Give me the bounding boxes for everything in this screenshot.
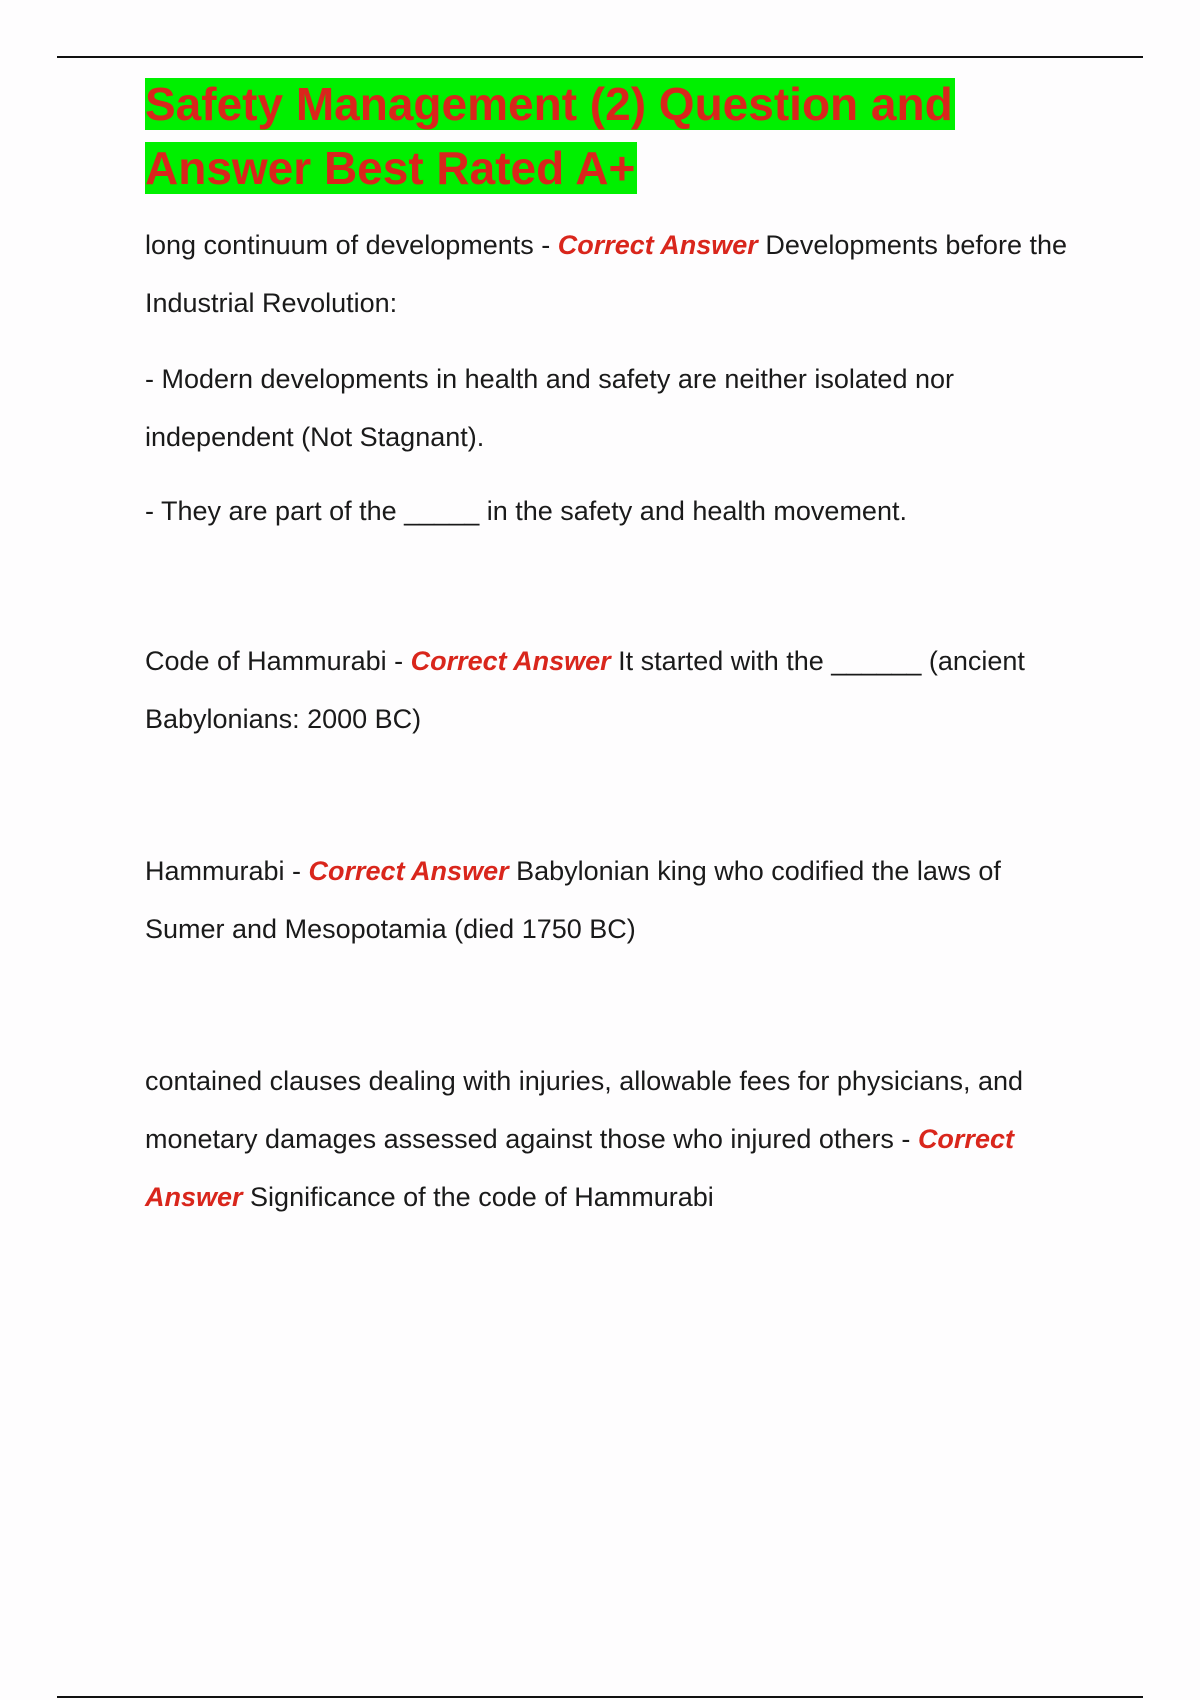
title-line-1: Safety Management (2) Question and [145,78,953,130]
qa-answer: Developments before the Industrial Revolution: [145,230,1067,318]
qa-item-1 [145,216,1085,332]
qa-item-1-note-2: - They are part of the _____ in the safety and health movement. [145,496,907,526]
correct-answer-label: Correct Answer [410,646,611,676]
qa-answer: Babylonian king who codified the laws of Sumer and Mesopotamia (died 1750 BC) [145,856,1001,944]
document-title [145,72,1085,200]
header-rule [57,56,1143,58]
qa-question: contained clauses dealing with injuries, allowable fees for physicians, and monetary damages assessed against those who injured others - [145,1066,1024,1154]
qa-item-1-note-1: - Modern developments in health and safety are neither isolated nor independent (Not Stagnant). [145,364,954,452]
qa-item-2 [145,632,1085,748]
title-line-2: Answer Best Rated A+ [145,142,636,194]
document-body [145,72,1085,1226]
qa-question: Hammurabi - [145,856,309,886]
qa-item-3 [145,842,1085,958]
qa-answer: It started with the ______ (ancient Babylonians: 2000 BC) [145,646,1025,734]
qa-item-4 [145,1052,1085,1226]
correct-answer-label: Correct Answer [145,1124,1014,1212]
correct-answer-label: Correct Answer [557,230,758,260]
qa-question: long continuum of developments - [145,230,558,260]
qa-answer: Significance of the code of Hammurabi [242,1182,714,1212]
correct-answer-label: Correct Answer [308,856,509,886]
footer-rule [57,1696,1143,1698]
qa-question: Code of Hammurabi - [145,646,411,676]
